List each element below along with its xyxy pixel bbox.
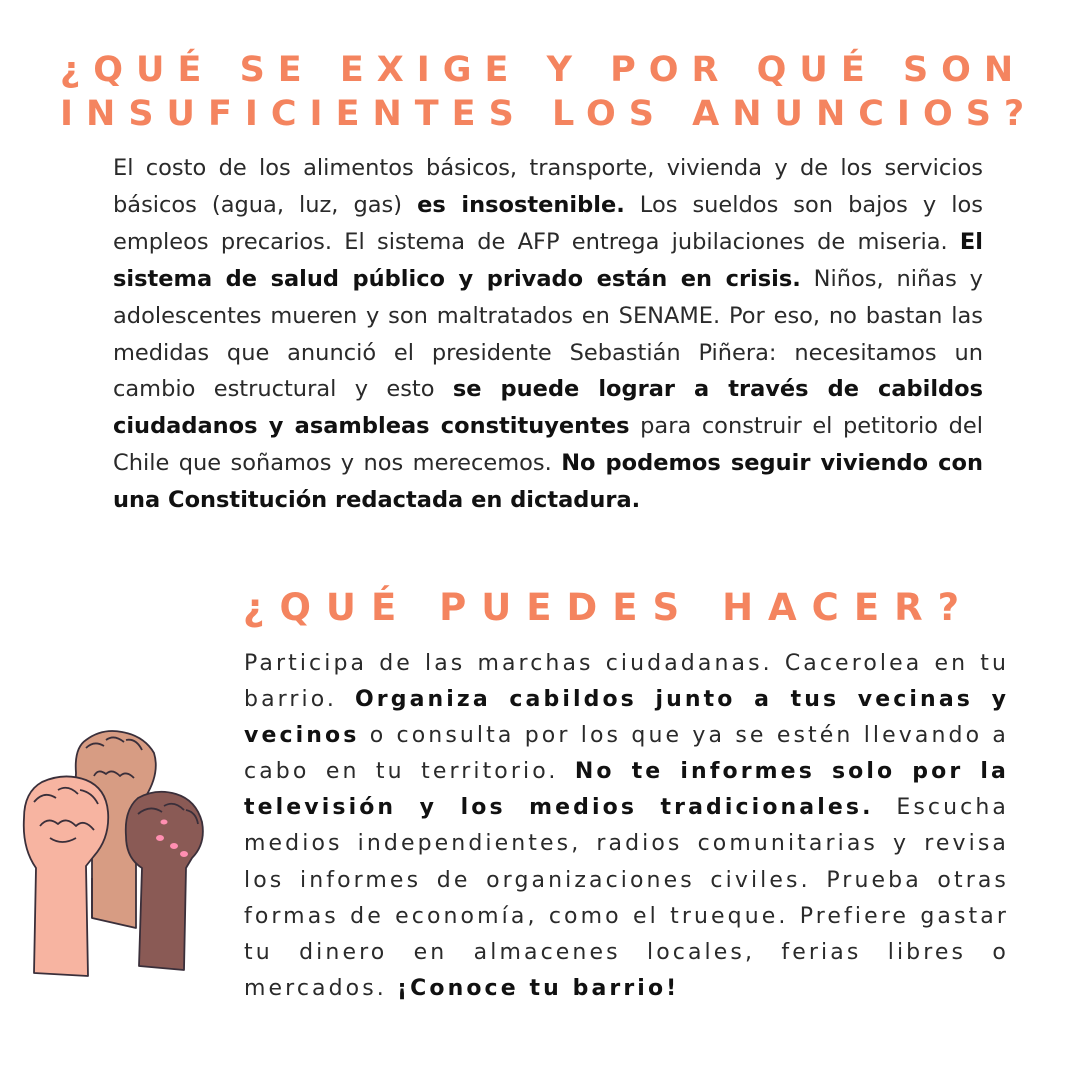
fist-dark-icon	[126, 792, 203, 970]
text-segment: El costo de los alimentos básicos, transporte, vivienda y de los servicios básicos (agua, luz, gas)	[113, 155, 983, 218]
emphasis-unsustainable: es insostenible.	[417, 191, 625, 218]
section-title-actions: ¿QUÉ PUEDES HACER?	[243, 586, 975, 629]
text-segment: Los sueldos son bajos y los empleos precarios. El sistema de AFP entrega jubilaciones de miseria.	[113, 191, 983, 255]
section-title-demands	[60, 48, 1038, 136]
title-line-2: INSUFICIENTES LOS ANUNCIOS?	[60, 94, 1038, 134]
emphasis-health-crisis: El sistema de salud público y privado están en crisis.	[113, 228, 983, 292]
emphasis-constitution: No podemos seguir viviendo con una Constitución redactada en dictadura.	[113, 450, 983, 514]
text-segment: Participa de las marchas ciudadanas. Cacerolea en tu barrio.	[244, 651, 1009, 713]
text-segment: Niños, niñas y adolescentes mueren y son maltratados en SENAME. Por eso, no bastan las medidas que anunció el presidente Sebastián Piñera: necesitamos un cambio estructural y esto	[113, 265, 983, 403]
raised-fists-icon	[14, 718, 214, 978]
emphasis-organize: Organiza cabildos junto a tus vecinas y vecinos	[244, 687, 1010, 749]
text-segment: o consulta por los que ya se estén llevando a cabo en tu territorio.	[244, 723, 1009, 785]
demands-paragraph	[113, 150, 983, 519]
actions-paragraph	[244, 646, 1009, 1007]
text-segment: para construir el petitorio del Chile que soñamos y nos merecemos.	[113, 413, 983, 477]
title-line-1: ¿QUÉ SE EXIGE Y POR QUÉ SON	[60, 50, 1027, 90]
emphasis-media: No te informes solo por la televisión y los medios tradicionales.	[244, 759, 1009, 821]
text-segment: Escucha medios independientes, radios comunitarias y revisa los informes de organizaciones civiles. Prueba otras formas de economía, como el trueque. Prefiere gastar tu dinero en almacenes locales, ferias libres o mercados.	[244, 795, 1009, 1001]
emphasis-cabildos: se puede lograr a través de cabildos ciudadanos y asambleas constituyentes	[113, 376, 984, 440]
emphasis-neighborhood: ¡Conoce tu barrio!	[396, 975, 680, 1001]
